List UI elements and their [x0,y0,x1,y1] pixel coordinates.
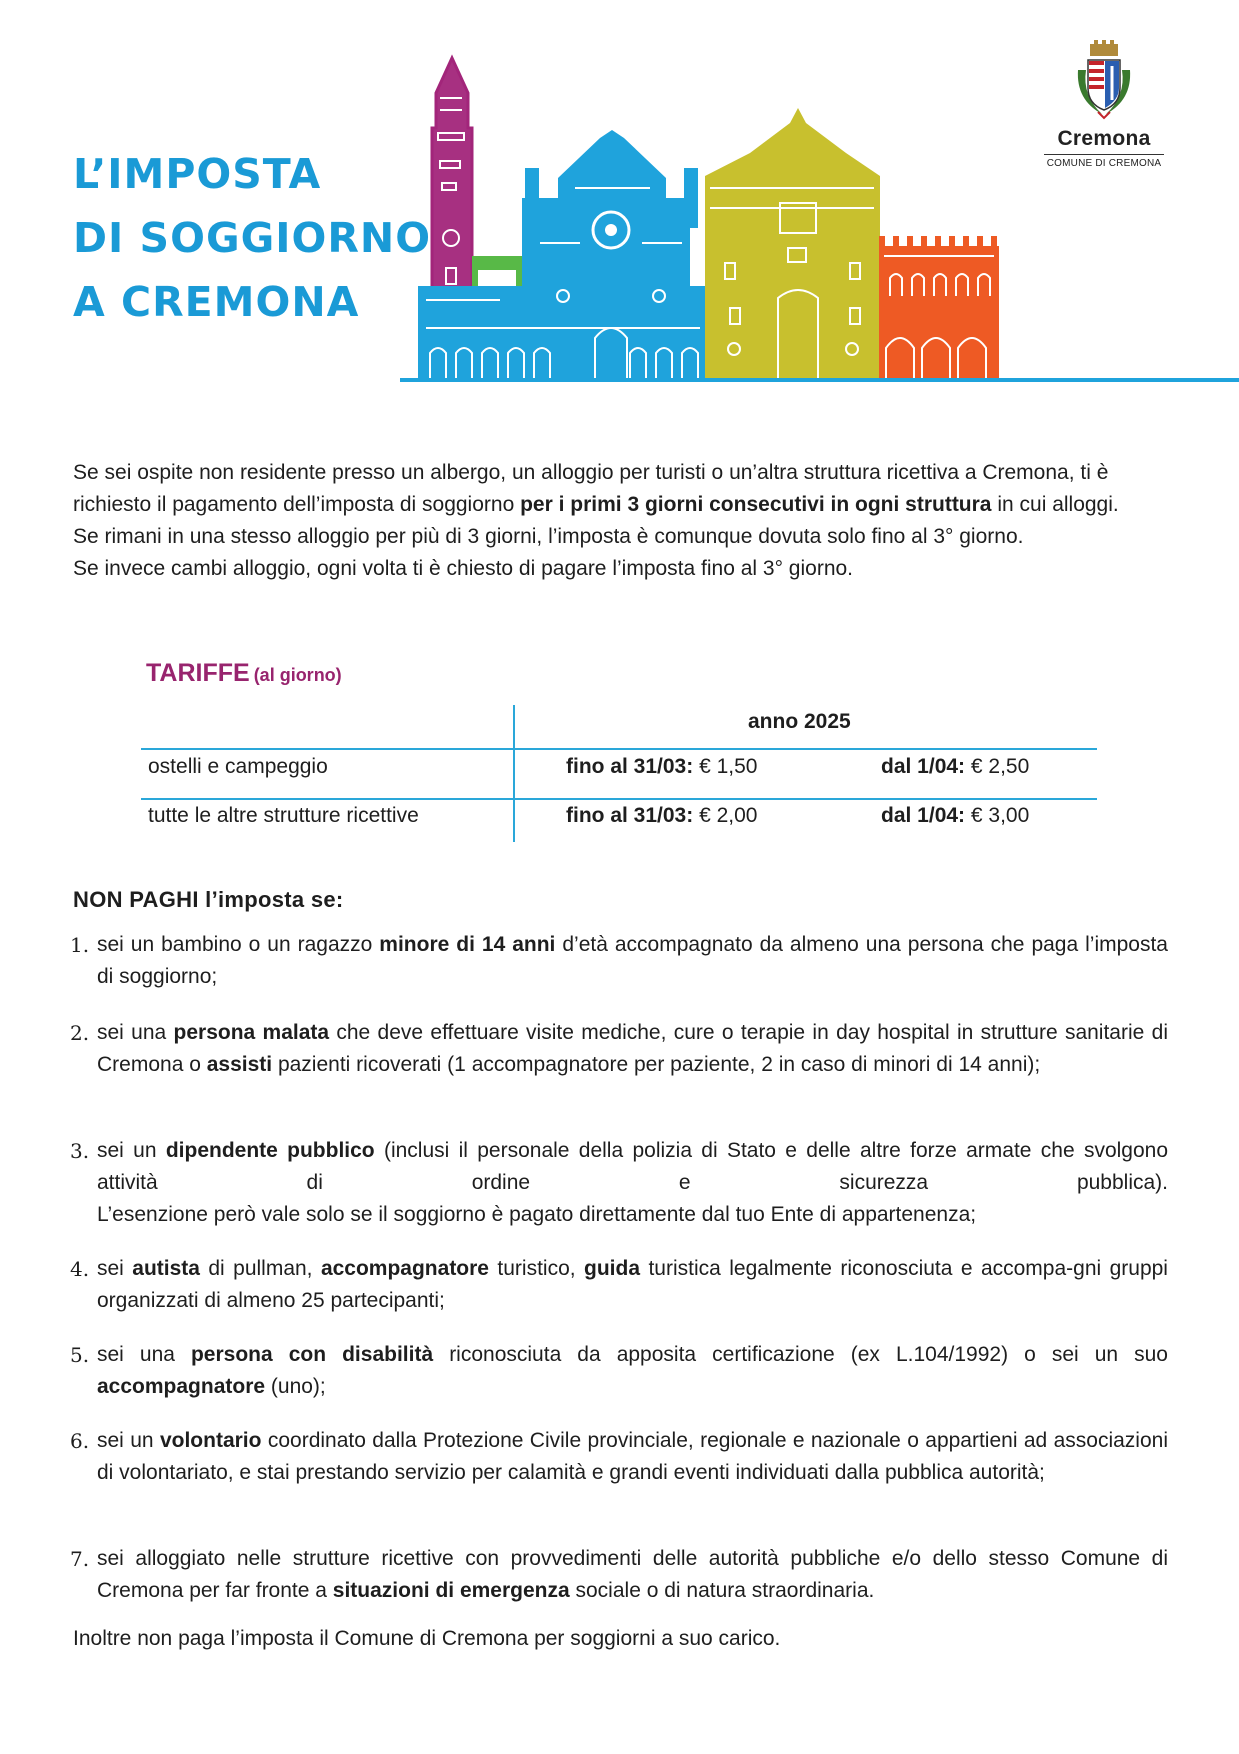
intro-paragraph-2: Se rimani in una stesso alloggio per più di 3 giorni, l’imposta è comunque dovuta solo fino al 3° giorno. [73,525,1024,548]
rate-period-2: dal 1/04: € 2,50 [881,755,1030,778]
rates-year-header: anno 2025 [748,710,851,733]
exemption-item-6: 6. sei un volontario coordinato dalla Protezione Civile provinciale, regionale e nazionale o appartieni ad associazioni di volontariato, e stai prestando servizio per calamità e grandi eventi individuati dalla pubblica autorità; [70,1425,1168,1489]
intro-text [73,457,1173,585]
title-line-2: DI SOGGIORNO [73,214,432,262]
exemption-number: 4. [70,1257,90,1281]
page-title [73,142,431,334]
exemption-item-1: 1. sei un bambino o un ragazzo minore di 14 anni d’età accompagnato da almeno una persona che paga l’imposta di soggiorno; [70,929,1168,993]
tariffe-heading: TARIFFE (al giorno) [146,659,342,687]
loggia-dei-militi-icon [879,236,999,378]
exemption-number: 2. [70,1021,90,1045]
comune-logo [1038,40,1170,169]
coat-of-arms-icon [1072,40,1136,120]
title-line-3: A CREMONA [73,278,360,326]
exemption-item-7: 7. sei alloggiato nelle strutture ricettive con provvedimenti delle autorità pubbliche e/o dello stesso Comune di Cremona per far fronte a situazioni di emergenza sociale o di natura straordinaria. [70,1543,1168,1607]
logo-name: Cremona [1057,127,1151,150]
rates-table [141,705,1097,842]
logo-divider [1044,154,1164,155]
exemption-item-2: 2. sei una persona malata che deve effettuare visite mediche, cure o terapie in day hospital in strutture sanitarie di Cremona o assisti pazienti ricoverati (1 accompagnatore per paziente, 2 in caso di minori di 14 anni); [70,1017,1168,1081]
baptistery-yellow-icon [705,108,880,378]
rate-row-label: tutte le altre strutture ricettive [148,804,419,827]
exemption-item-4: 4. sei autista di pullman, accompagnatore turistico, guida turistica legalmente riconosciuta e accompa-gni gruppi organizzati di almeno 25 partecipanti; [70,1253,1168,1317]
exemption-number: 3. [70,1139,90,1163]
intro-paragraph-3: Se invece cambi alloggio, ogni volta ti è chiesto di pagare l’imposta fino al 3° giorno. [73,557,854,580]
exemption-number: 7. [70,1547,90,1571]
rates-row-divider [141,748,1097,750]
exemption-item-3: 3. sei un dipendente pubblico (inclusi il personale della polizia di Stato e delle altre forze armate che svolgono attività di ordine e sicurezza pubblica). L’esenzione però vale solo se il soggiorno è pagato direttamente dal tuo Ente di appartenenza; [70,1135,1168,1231]
exemption-number: 6. [70,1429,90,1453]
skyline-baseline [400,378,1239,382]
rate-period-1: fino al 31/03: € 2,00 [566,804,758,827]
rates-column-divider [513,705,515,842]
intro-paragraph-1: Se sei ospite non residente presso un albergo, un alloggio per turisti o un’altra struttura ricettiva a Cremona, ti è richiesto il pagamento dell’imposta di soggiorno per i primi 3 giorni consecutivi in ogni struttura in cui alloggi. [73,461,1119,516]
exemption-number: 1. [70,933,90,957]
exemption-number: 5. [70,1343,90,1367]
title-line-1: L’IMPOSTA [73,150,322,198]
exemption-item-5: 5. sei una persona con disabilità riconosciuta da apposita certificazione (ex L.104/1992) o sei un suo accompagnatore (uno); [70,1339,1168,1403]
exemptions-heading: NON PAGHI l’imposta se: [73,887,344,912]
rates-row-divider [141,798,1097,800]
logo-subtitle: COMUNE DI CREMONA [1046,158,1162,169]
rate-row-label: ostelli e campeggio [148,755,328,778]
rate-period-2: dal 1/04: € 3,00 [881,804,1030,827]
footer-note: Inoltre non paga l’imposta il Comune di Cremona per soggiorni a suo carico. [73,1627,781,1650]
rate-period-1: fino al 31/03: € 1,50 [566,755,758,778]
